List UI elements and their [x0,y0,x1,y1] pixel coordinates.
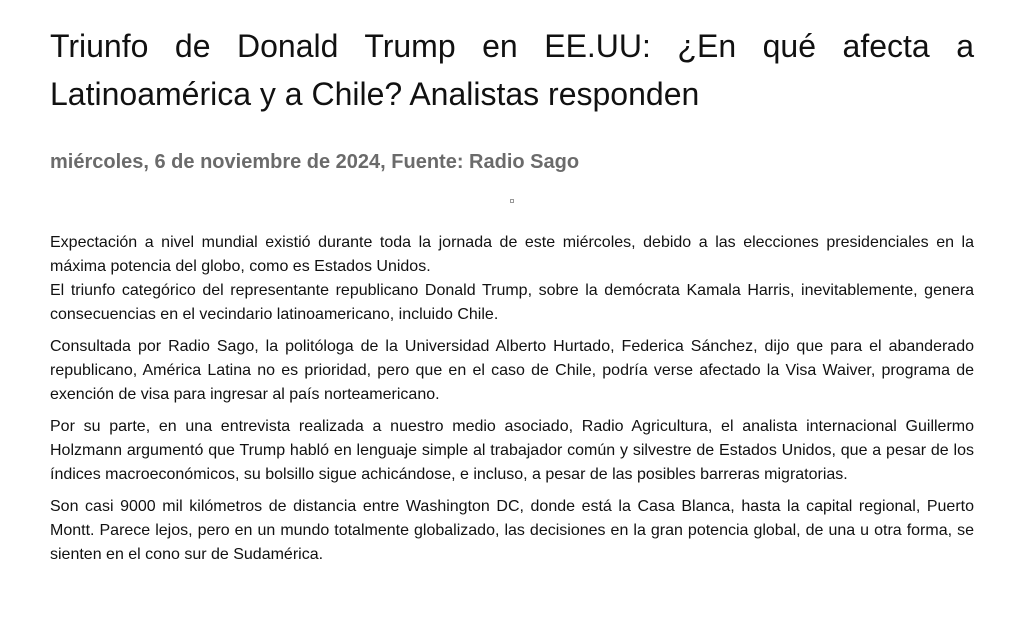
article-paragraph: Son casi 9000 mil kilómetros de distancia entre Washington DC, donde está la Casa Blanca, hasta la capital regional, Puerto Montt. Parece lejos, pero en un mundo totalmente globalizado, las decisiones en la gran potencia global, de una u otra forma, se sienten en el cono sur de Sudamérica. [50,498,974,563]
article-paragraph: Por su parte, en una entrevista realizada a nuestro medio asociado, Radio Agricultura, el analista internacional Guillermo Holzmann argumentó que Trump habló en lenguaje simple al trabajador común y silvestre de Estados Unidos, que a pesar de los índices macroeconómicos, su bolsillo sigue achicándose, e incluso, a pesar de las posibles barreras migratorias. [50,418,974,483]
broken-image-icon [510,199,514,203]
article-paragraph: Consultada por Radio Sago, la politóloga de la Universidad Alberto Hurtado, Federica Sánchez, dijo que para el abanderado republicano, América Latina no es prioridad, pero que en el caso de Chile, podría verse afectado la Visa Waiver, programa de exención de visa para ingresar al país norteamericano. [50,338,974,403]
article-paragraph: El triunfo categórico del representante republicano Donald Trump, sobre la demócrata Kamala Harris, inevitablemente, genera consecuencias en el vecindario latinoamericano, incluido Chile. [50,282,974,323]
article-paragraph: Expectación a nivel mundial existió durante toda la jornada de este miércoles, debido a las elecciones presidenciales en la máxima potencia del globo, como es Estados Unidos. [50,234,974,275]
article-meta: miércoles, 6 de noviembre de 2024, Fuente: Radio Sago [50,151,580,173]
article-body [50,231,974,567]
article-title: Triunfo de Donald Trump en EE.UU: ¿En qué afecta a Latinoamérica y a Chile? Analistas responden [50,28,974,112]
